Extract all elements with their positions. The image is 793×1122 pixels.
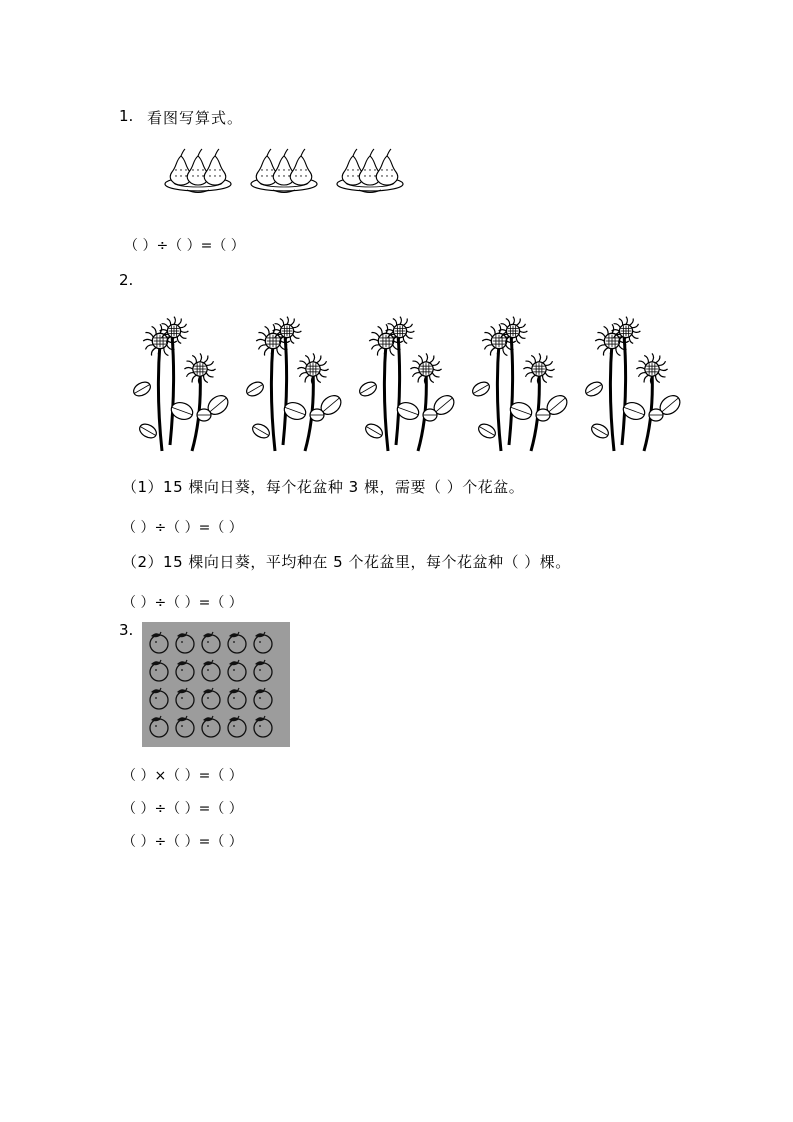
pears-illustration xyxy=(165,148,415,200)
pear-plate-group xyxy=(337,149,403,193)
leaf xyxy=(649,409,663,421)
pear-plate-group xyxy=(251,149,317,193)
leaf xyxy=(470,379,492,398)
question-3-equation-2: （ ）÷（ ）=（ ） xyxy=(122,801,243,817)
question-1-title: 看图写算式。 xyxy=(147,109,244,127)
question-2-number: 2. xyxy=(119,271,134,289)
leaf xyxy=(423,409,437,421)
leaf xyxy=(357,379,379,398)
leaf xyxy=(589,421,611,440)
question-2-part-1-equation: （ ）÷（ ）=（ ） xyxy=(122,520,243,536)
leaf xyxy=(363,421,385,440)
leaf xyxy=(310,409,324,421)
sunflower-group xyxy=(583,317,683,451)
sunflower-group xyxy=(470,317,570,451)
pear-plate-group xyxy=(165,149,231,193)
leaf xyxy=(583,379,605,398)
sunflower-group xyxy=(357,317,457,451)
question-2-part-2-text: （2）15 棵向日葵，平均种在 5 个花盆里，每个花盆种（ ）棵。 xyxy=(122,553,571,571)
question-2-part-2-equation: （ ）÷（ ）=（ ） xyxy=(122,595,243,611)
leaf xyxy=(137,421,159,440)
leaf xyxy=(197,409,211,421)
sunflowers-illustration xyxy=(130,305,685,455)
question-1-equation: （ ）÷（ ）=（ ） xyxy=(124,238,245,254)
pear xyxy=(290,149,311,185)
leaf xyxy=(476,421,498,440)
question-2-part-1-text: （1）15 棵向日葵，每个花盆种 3 棵，需要（ ）个花盆。 xyxy=(122,478,525,496)
apples-grid-illustration xyxy=(142,622,290,747)
sunflower-group xyxy=(244,317,344,451)
sunflower-group xyxy=(131,317,231,451)
pear xyxy=(204,149,225,185)
apples-background xyxy=(142,622,290,747)
leaf xyxy=(244,379,266,398)
pear xyxy=(376,149,397,185)
leaf xyxy=(250,421,272,440)
leaf xyxy=(131,379,153,398)
leaf xyxy=(536,409,550,421)
question-3-equation-1: （ ）×（ ）=（ ） xyxy=(122,768,243,784)
question-1-number: 1. xyxy=(119,107,134,125)
question-3-equation-3: （ ）÷（ ）=（ ） xyxy=(122,834,243,850)
question-3-number: 3. xyxy=(119,621,134,639)
